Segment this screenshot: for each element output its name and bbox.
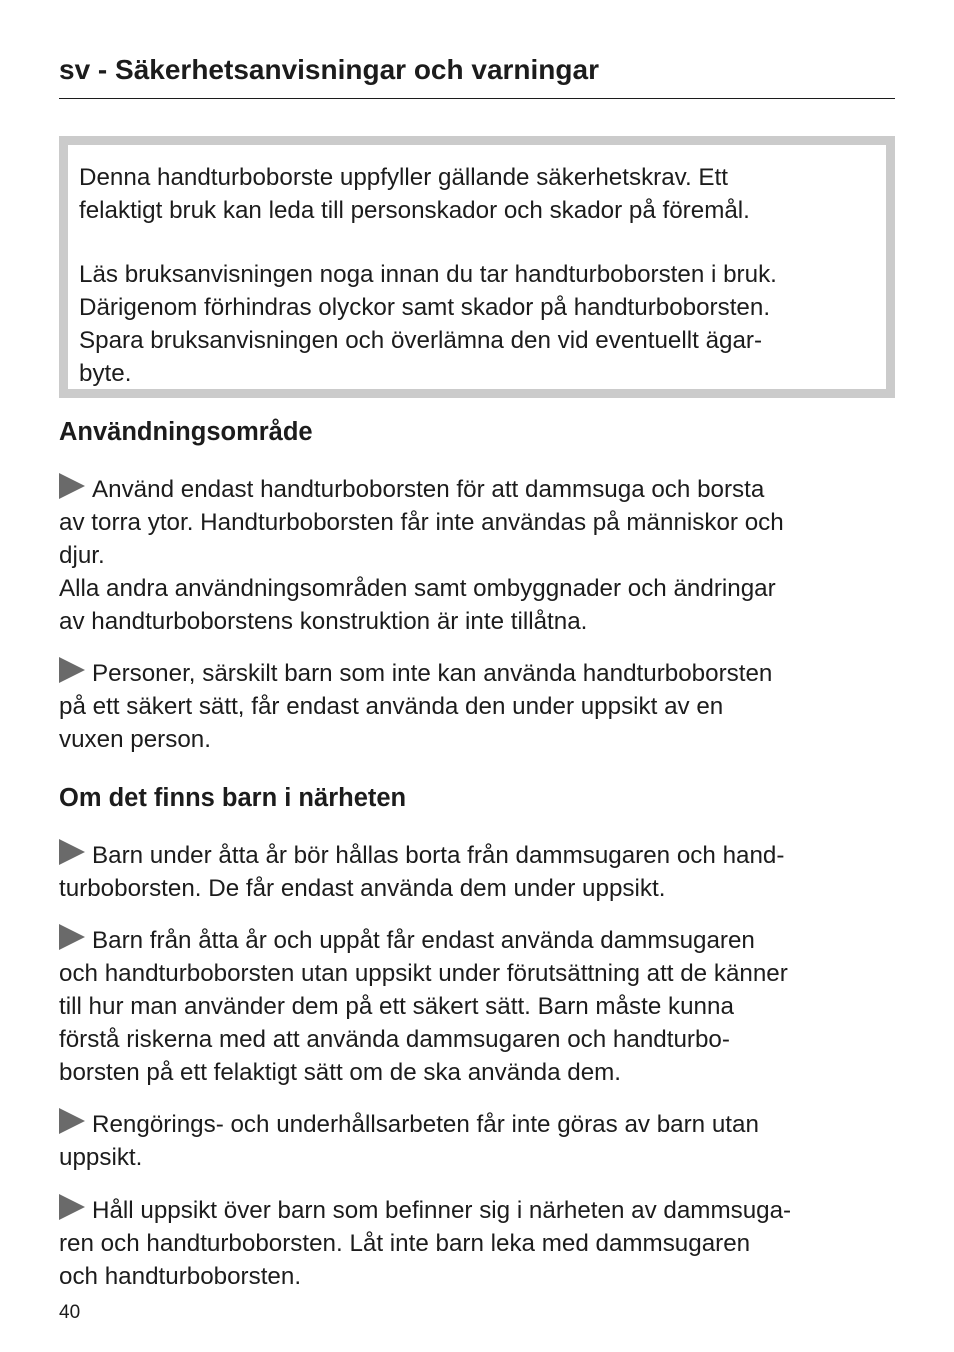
text-line: felaktigt bruk kan leda till personskador och skador på föremål. xyxy=(79,197,750,224)
triangle-right-warning-icon xyxy=(59,839,85,865)
text-line: och handturboborsten. xyxy=(59,1263,302,1290)
notice-paragraph xyxy=(79,161,886,227)
safety-notice-box xyxy=(59,136,895,398)
text-line: djur. xyxy=(59,542,105,569)
section-title-children: Om det finns barn i närheten xyxy=(59,784,407,812)
text-line: Spara bruksanvisningen och överlämna den vid eventuellt ägar- xyxy=(79,327,763,354)
text-line: Rengörings- och underhållsarbeten får inte göras av barn utan xyxy=(92,1111,759,1138)
text-line: uppsikt. xyxy=(59,1144,143,1171)
warning-item xyxy=(59,1194,895,1293)
text-line: byte. xyxy=(79,360,132,387)
section-title-usage: Användningsområde xyxy=(59,418,313,446)
triangle-right-warning-icon xyxy=(59,1108,85,1134)
warning-item xyxy=(59,839,895,905)
text-line: och handturboborsten utan uppsikt under förutsättning att de känner xyxy=(59,960,788,987)
text-line: till hur man använder dem på ett säkert sätt. Barn måste kunna xyxy=(59,993,734,1020)
text-line: ren och handturboborsten. Låt inte barn leka med dammsugaren xyxy=(59,1230,751,1257)
text-line: förstå riskerna med att använda dammsugaren och handturbo- xyxy=(59,1026,730,1053)
text-line: Använd endast handturboborsten för att dammsuga och borsta xyxy=(92,476,765,503)
text-line: vuxen person. xyxy=(59,726,211,753)
page-number: 40 xyxy=(59,1302,81,1323)
text-line: Läs bruksanvisningen noga innan du tar handturboborsten i bruk. xyxy=(79,261,777,288)
text-line: av torra ytor. Handturboborsten får inte användas på människor och xyxy=(59,509,784,536)
triangle-right-warning-icon xyxy=(59,1194,85,1220)
warning-item xyxy=(59,924,895,1089)
text-line: Barn från åtta år och uppåt får endast använda dammsugaren xyxy=(92,927,755,954)
text-line: Alla andra användningsområden samt ombyggnader och ändringar xyxy=(59,575,776,602)
notice-paragraph xyxy=(79,258,886,390)
warning-item xyxy=(59,1108,895,1174)
triangle-right-warning-icon xyxy=(59,473,85,499)
text-line: borsten på ett felaktigt sätt om de ska använda dem. xyxy=(59,1059,622,1086)
warning-item xyxy=(59,657,895,756)
page-title: sv - Säkerhetsanvisningar och varningar xyxy=(59,54,599,85)
text-line: på ett säkert sätt, får endast använda den under uppsikt av en xyxy=(59,693,724,720)
text-line: Håll uppsikt över barn som befinner sig i närheten av dammsuga- xyxy=(92,1197,792,1224)
triangle-right-warning-icon xyxy=(59,924,85,950)
text-line: av handturboborstens konstruktion är inte tillåtna. xyxy=(59,608,588,635)
text-line: Därigenom förhindras olyckor samt skador på handturboborsten. xyxy=(79,294,771,321)
triangle-right-warning-icon xyxy=(59,657,85,683)
text-line: Denna handturboborste uppfyller gällande säkerhetskrav. Ett xyxy=(79,164,728,191)
text-line: Barn under åtta år bör hållas borta från dammsugaren och hand- xyxy=(92,842,785,869)
title-divider xyxy=(59,98,895,99)
text-line: turboborsten. De får endast använda dem under uppsikt. xyxy=(59,875,666,902)
text-line: Personer, särskilt barn som inte kan använda handturboborsten xyxy=(92,660,773,687)
warning-item xyxy=(59,473,895,638)
